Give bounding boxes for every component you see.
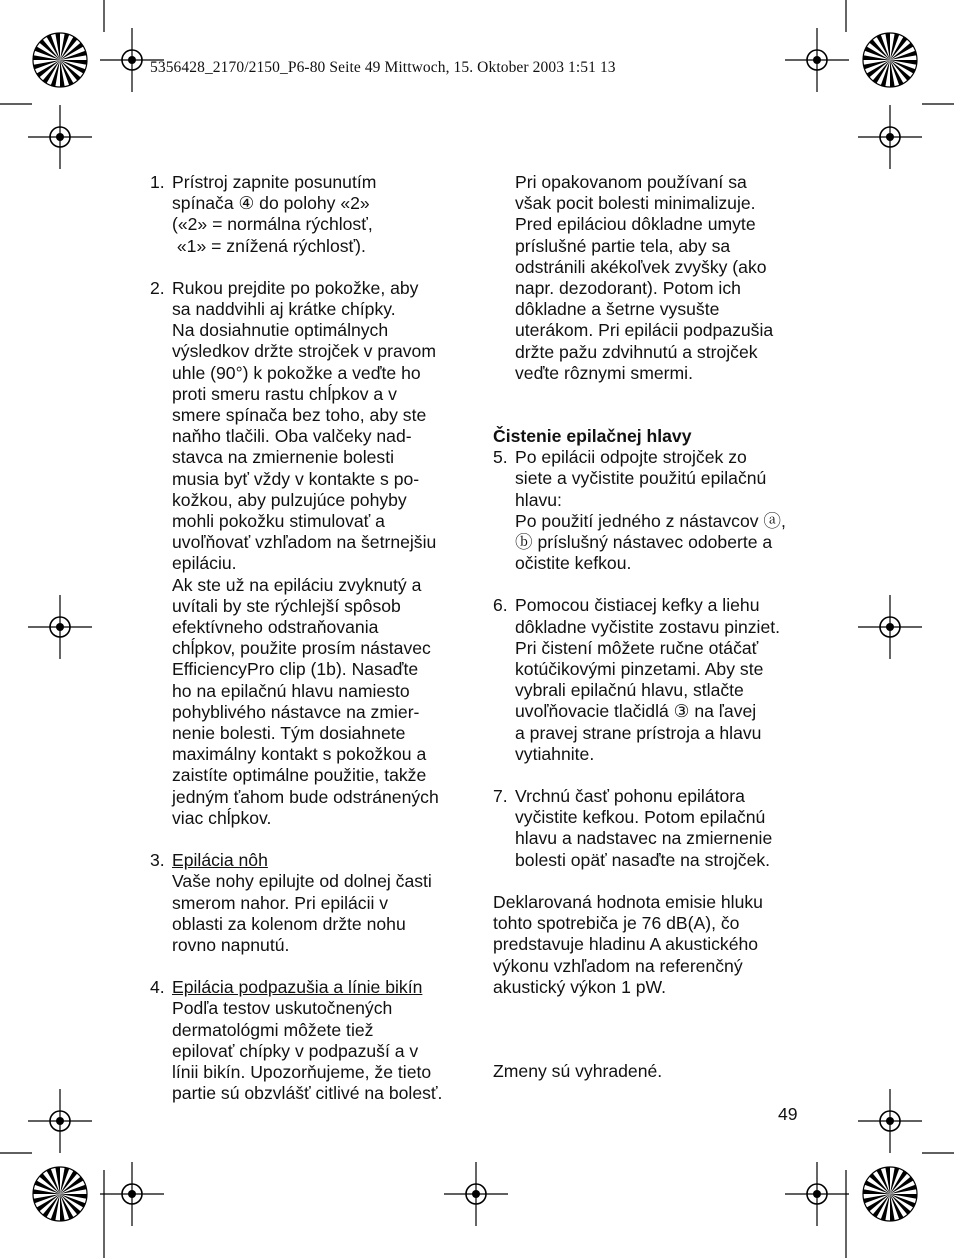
sunburst-registration-mark bbox=[863, 33, 917, 87]
page-number: 49 bbox=[778, 1104, 798, 1124]
text-line: hlavu: bbox=[515, 489, 562, 510]
text-line: smere spínača bez toho, aby ste bbox=[172, 405, 427, 426]
text-line: viac chĺpkov. bbox=[172, 807, 272, 828]
text-line: hlavu a nadstavec na zmiernenie bbox=[515, 828, 773, 849]
text-line: Vaše nohy epilujte od dolnej časti bbox=[172, 871, 432, 892]
text-line: dôkladne vyčistite zostavu pinziet. bbox=[515, 616, 781, 637]
text-line: pohyblivého nástavce na zmier- bbox=[172, 701, 420, 722]
text-line: Pomocou čistiacej kefky a liehu bbox=[515, 595, 760, 616]
list-number: 4. bbox=[150, 977, 165, 998]
list-item-body bbox=[172, 278, 460, 829]
text-line: siete a vyčistite použitú epilačnú bbox=[515, 468, 767, 489]
list-item-body bbox=[515, 447, 803, 574]
text-line: musia byť vždy v kontakte s po- bbox=[172, 468, 420, 489]
text-line: výkonu vzhľadom na referenčný bbox=[493, 955, 743, 976]
noise-emission-paragraph bbox=[493, 892, 803, 998]
text-line: Deklarovaná hodnota emisie hluku bbox=[493, 891, 763, 912]
print-slug-header: 5356428_2170/2150_P6-80 Seite 49 Mittwoch, 15. Oktober 2003 1:51 13 bbox=[150, 59, 616, 76]
text-line: mohli pokožku stimulovať a bbox=[172, 511, 385, 532]
text-line: vytiahnite. bbox=[515, 743, 595, 764]
list-number: 7. bbox=[493, 786, 508, 807]
text-line: sa naddvihli aj krátke chípky. bbox=[172, 299, 396, 320]
text-line: dermatológmi môžete tiež bbox=[172, 1019, 374, 1040]
list-item-3 bbox=[150, 850, 460, 956]
text-line: príslušné partie tela, aby sa bbox=[515, 235, 731, 256]
list-item-6 bbox=[493, 595, 803, 765]
text-line: Pri čistení môžete ručne otáčať bbox=[515, 637, 759, 658]
left-column bbox=[150, 172, 460, 1125]
text-line: jedným ťahom bude odstránených bbox=[172, 786, 439, 807]
text-line: uhle (90°) k pokožke a veďte ho bbox=[172, 362, 421, 383]
list-item-1 bbox=[150, 172, 460, 257]
list-item-body bbox=[515, 786, 803, 871]
text-line: oblasti za kolenom držte nohu bbox=[172, 913, 406, 934]
right-column bbox=[493, 172, 803, 1082]
text-line: akustický výkon 1 pW. bbox=[493, 976, 667, 997]
text-line: Pri opakovanom používaní sa bbox=[515, 172, 747, 192]
list-number: 1. bbox=[150, 172, 165, 192]
text-line: Po použití jedného z nástavcov ⓐ, bbox=[515, 510, 786, 531]
text-line: efektívneho odstraňovania bbox=[172, 617, 379, 638]
text-line: naňho tlačili. Oba valčeky nad- bbox=[172, 426, 412, 447]
text-line: očistite kefkou. bbox=[515, 553, 632, 574]
list-number: 3. bbox=[150, 850, 165, 871]
item-heading: Epilácia podpazušia a línie bikín bbox=[172, 977, 423, 998]
text-line: uvítali by ste rýchlejší spôsob bbox=[172, 595, 401, 616]
text-line: epilovať chípky v podpazuší a v bbox=[172, 1040, 419, 1061]
text-line: EfficiencyPro clip (1b). Nasaďte bbox=[172, 659, 419, 680]
text-line: Na dosiahnutie optimálnych bbox=[172, 320, 389, 341]
text-line: výsledkov držte strojček v pravom bbox=[172, 341, 436, 362]
text-line: kožkou, aby pulzujúce pohyby bbox=[172, 489, 407, 510]
list-item-body bbox=[172, 977, 460, 1104]
list-number: 2. bbox=[150, 277, 165, 298]
list-item-body bbox=[172, 850, 460, 956]
text-line: kotúčikovými pinzetami. Aby ste bbox=[515, 659, 764, 680]
sunburst-registration-mark bbox=[33, 1167, 87, 1221]
text-line: uvoľňovacie tlačidlá ③ na ľavej bbox=[515, 701, 757, 722]
item-heading: Epilácia nôh bbox=[172, 850, 268, 871]
list-item-2 bbox=[150, 278, 460, 829]
text-line: uvoľňovať vzhľadom na šetrnejšiu bbox=[172, 532, 437, 553]
list-item-body bbox=[515, 595, 803, 765]
list-number: 6. bbox=[493, 595, 508, 616]
text-line: Pred epiláciou dôkladne umyte bbox=[515, 214, 756, 235]
text-line: a pravej strane prístroja a hlavu bbox=[515, 722, 762, 743]
section-heading: Čistenie epilačnej hlavy bbox=[493, 426, 692, 447]
text-line: Podľa testov uskutočnených bbox=[172, 998, 393, 1019]
text-line: predstavuje hladinu A akustického bbox=[493, 934, 759, 955]
text-line: ho na epilačnú hlavu namiesto bbox=[172, 680, 410, 701]
sunburst-registration-mark bbox=[863, 1167, 917, 1221]
list-item-5 bbox=[493, 447, 803, 574]
text-line: smerom nahor. Pri epilácii v bbox=[172, 892, 389, 913]
text-line: dôkladne a šetrne vysušte bbox=[515, 299, 720, 320]
text-line: partie sú obzvlášť citlivé na bolesť. bbox=[172, 1083, 443, 1104]
text-line: nenie bolesti. Tým dosiahnete bbox=[172, 723, 406, 744]
text-line: zaistíte optimálne použitie, takže bbox=[172, 765, 427, 786]
text-line: ⓑ príslušný nástavec odoberte a bbox=[515, 532, 773, 553]
text-line: však pocit bolesti minimalizuje. bbox=[515, 193, 756, 214]
text-line: vyčistite kefkou. Potom epilačnú bbox=[515, 807, 766, 828]
list-number: 5. bbox=[493, 447, 508, 468]
text-line: napr. dezodorant). Potom ich bbox=[515, 278, 741, 299]
text-line: tohto spotrebiča je 76 dB(A), čo bbox=[493, 913, 740, 934]
text-line: Po epilácii odpojte strojček zo bbox=[515, 447, 747, 468]
sunburst-registration-mark bbox=[33, 33, 87, 87]
list-item-7 bbox=[493, 786, 803, 871]
text-line: chĺpkov, použite prosím nástavec bbox=[172, 638, 431, 659]
footer-note: Zmeny sú vyhradené. bbox=[493, 1060, 663, 1081]
text-line: Vrchnú časť pohonu epilátora bbox=[515, 786, 745, 807]
text-line: Ak ste už na epiláciu zvyknutý a bbox=[172, 574, 422, 595]
text-line: rovno napnutú. bbox=[172, 934, 290, 955]
text-line: uterákom. Pri epilácii podpazušia bbox=[515, 320, 774, 341]
text-line: Rukou prejdite po pokožke, aby bbox=[172, 277, 419, 298]
text-line: bolesti opäť nasaďte na strojček. bbox=[515, 849, 771, 870]
text-line: držte pažu zdvihnutú a strojček bbox=[515, 341, 758, 362]
text-line: línii bikín. Upozorňujeme, že tieto bbox=[172, 1061, 432, 1082]
text-line: odstránili akékoľvek zvyšky (ako bbox=[515, 256, 767, 277]
text-line: stavca na zmiernenie bolesti bbox=[172, 447, 394, 468]
intro-paragraph bbox=[493, 172, 803, 384]
text-line: maximálny kontakt s pokožkou a bbox=[172, 744, 427, 765]
text-line: vybrali epilačnú hlavu, stlačte bbox=[515, 680, 744, 701]
list-item-body: Prístroj zapnite posunutím spínača ④ do polohy «2» («2» = normálna rýchlosť, «1» = znížená rýchlosť). bbox=[172, 172, 377, 256]
text-line: proti smeru rastu chĺpkov a v bbox=[172, 383, 397, 404]
text-line: epiláciu. bbox=[172, 553, 237, 574]
text-line: veďte rôznymi smermi. bbox=[515, 362, 693, 383]
list-item-4 bbox=[150, 977, 460, 1104]
